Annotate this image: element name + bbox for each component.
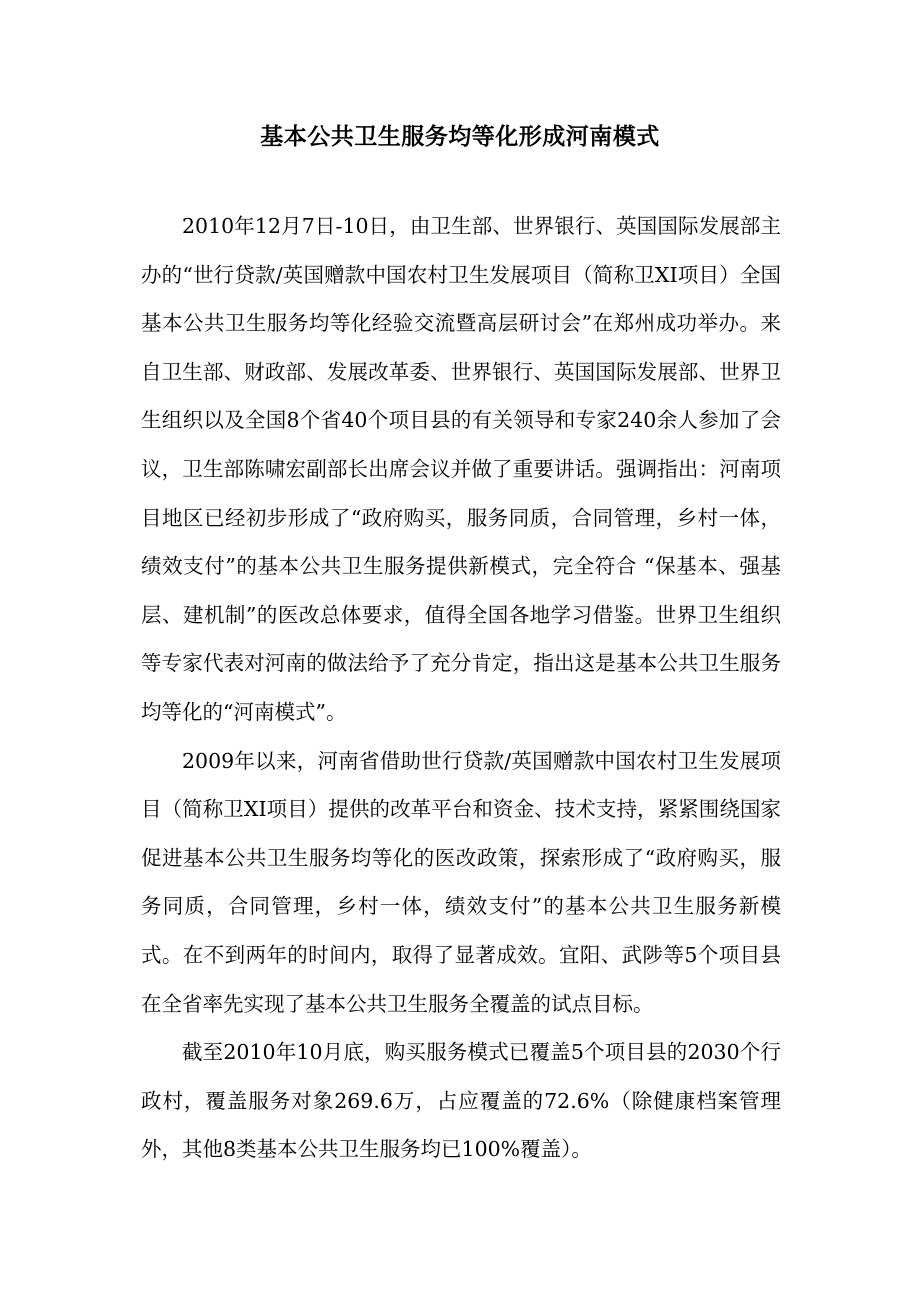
document-body [141, 202, 781, 1174]
paragraph-2: 2009年以来，河南省借助世行贷款/英国赠款中国农村卫生发展项目（简称卫XI项目）提供的改革平台和资金、技术支持，紧紧围绕国家促进基本公共卫生服务均等化的医改政策，探索形成了“政府购买，服务同质，合同管理，乡村一体，绩效支付”的基本公共卫生服务新模式。在不到两年的时间内，取得了显著成效。宜阳、武陟等5个项目县在全省率先实现了基本公共卫生服务全覆盖的试点目标。 [141, 748, 781, 1016]
document-title: 基本公共卫生服务均等化形成河南模式 [260, 124, 660, 150]
paragraph-1: 2010年12月7日-10日，由卫生部、世界银行、英国国际发展部主办的“世行贷款/英国赠款中国农村卫生发展项目（简称卫XI项目）全国基本公共卫生服务均等化经验交流暨高层研讨会”在郑州成功举办。来自卫生部、财政部、发展改革委、世界银行、英国国际发展部、世界卫生组织以及全国8个省40个项目县的有关领导和专家240余人参加了会议，卫生部陈啸宏副部长出席会议并做了重要讲话。强调指出：河南项目地区已经初步形成了“政府购买，服务同质，合同管理，乡村一体，绩效支付”的基本公共卫生服务提供新模式，完全符合 “保基本、强基层、建机制”的医改总体要求，值得全国各地学习借鉴。世界卫生组织等专家代表对河南的做法给予了充分肯定，指出这是基本公共卫生服务均等化的“河南模式”。 [141, 214, 781, 724]
paragraph-3: 截至2010年10月底，购买服务模式已覆盖5个项目县的2030个行政村，覆盖服务对象269.6万，占应覆盖的72.6%（除健康档案管理外，其他8类基本公共卫生服务均已100%覆盖）。 [141, 1040, 781, 1162]
